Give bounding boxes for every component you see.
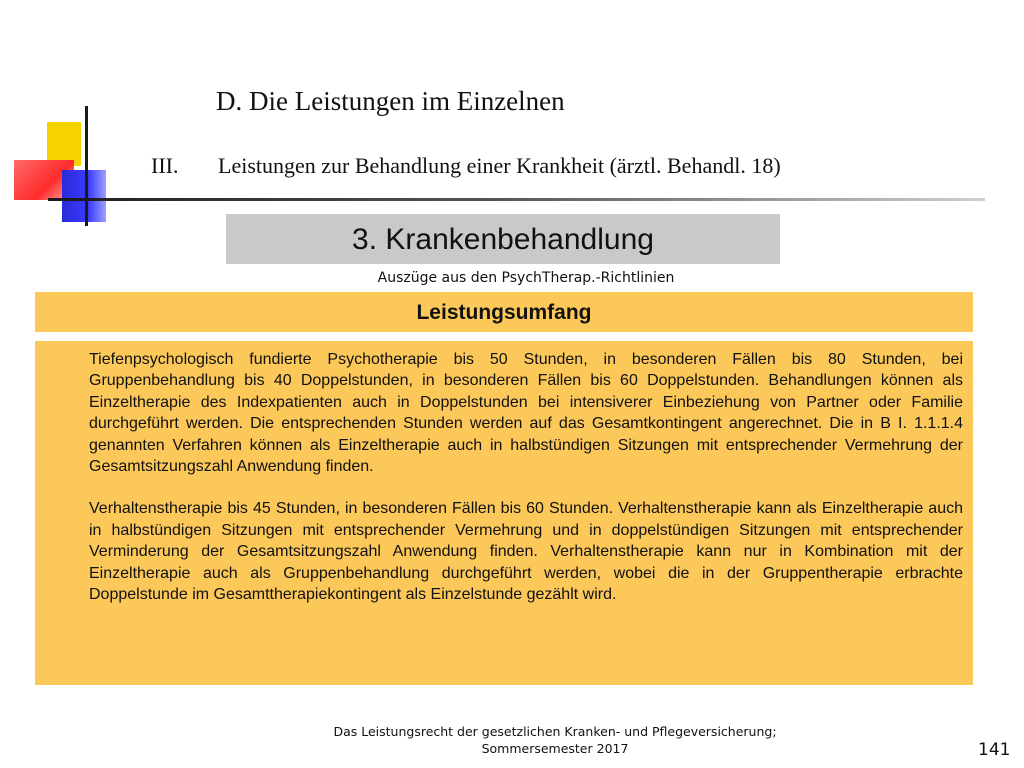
subtitle-number: III. bbox=[151, 153, 179, 178]
slide-subtitle bbox=[151, 153, 781, 179]
slide-footer bbox=[300, 723, 810, 757]
subtitle-text: Leistungen zur Behandlung einer Krankheit (ärztl. Behandl. 18) bbox=[218, 153, 781, 178]
footer-line-2: Sommersemester 2017 bbox=[481, 741, 629, 756]
slide-title: D. Die Leistungen im Einzelnen bbox=[216, 86, 565, 116]
logo-blue-square bbox=[62, 170, 106, 222]
footer-line-1: Das Leistungsrecht der gesetzlichen Kranken- und Pflegeversicherung; bbox=[333, 724, 777, 739]
logo-vertical-line bbox=[85, 106, 88, 226]
page-number: 141 bbox=[978, 740, 1011, 760]
paragraph-depth-psychology: Tiefenpsychologisch fundierte Psychotherapie bis 50 Stunden, in besonderen Fällen bis 80 Stunden, bei Gruppenbehandlung bis 40 Doppelstunden, in besonderen Fällen bis 60 Doppelstunden. Behandlungen können als Einzeltherapie des Indexpatienten auch in Doppelstunden bei intensiverer Einbeziehung von Partner oder Familie durchgeführt werden. Die entsprechenden Stunden werden auf das Gesamtkontingent angerechnet. Die in B I. 1.1.1.4 genannten Verfahren können als Einzeltherapie auch in halbstündigen Sitzungen mit entsprechender Vermehrung der Gesamtsitzungszahl Anwendung finden. bbox=[89, 351, 963, 476]
box-title: Leistungsumfang bbox=[35, 292, 973, 332]
source-note: Auszüge aus den PsychTherap.-Richtlinien bbox=[377, 270, 675, 286]
slide-logo bbox=[0, 100, 150, 235]
paragraph-behavior-therapy: Verhaltenstherapie bis 45 Stunden, in besonderen Fällen bis 60 Stunden. Verhaltenstherapie kann als Einzeltherapie auch in halbstündigen Sitzungen mit entsprechender Vermehrung und in doppelstündigen Sitzungen mit entsprechender Verminderung der Gesamtsitzungszahl Anwendung finden. Verhaltenstherapie kann nur in Kombination mit der Einzeltherapie auch als Gruppenbehandlung durchgeführt werden, wobei die in der Gruppentherapie erbrachte Doppelstunde im Gesamttherapiekontingent als Einzelstunde gezählt wird. bbox=[89, 500, 963, 604]
content-box bbox=[35, 341, 973, 685]
section-heading: 3. Krankenbehandlung bbox=[226, 214, 780, 264]
title-divider bbox=[95, 198, 985, 201]
